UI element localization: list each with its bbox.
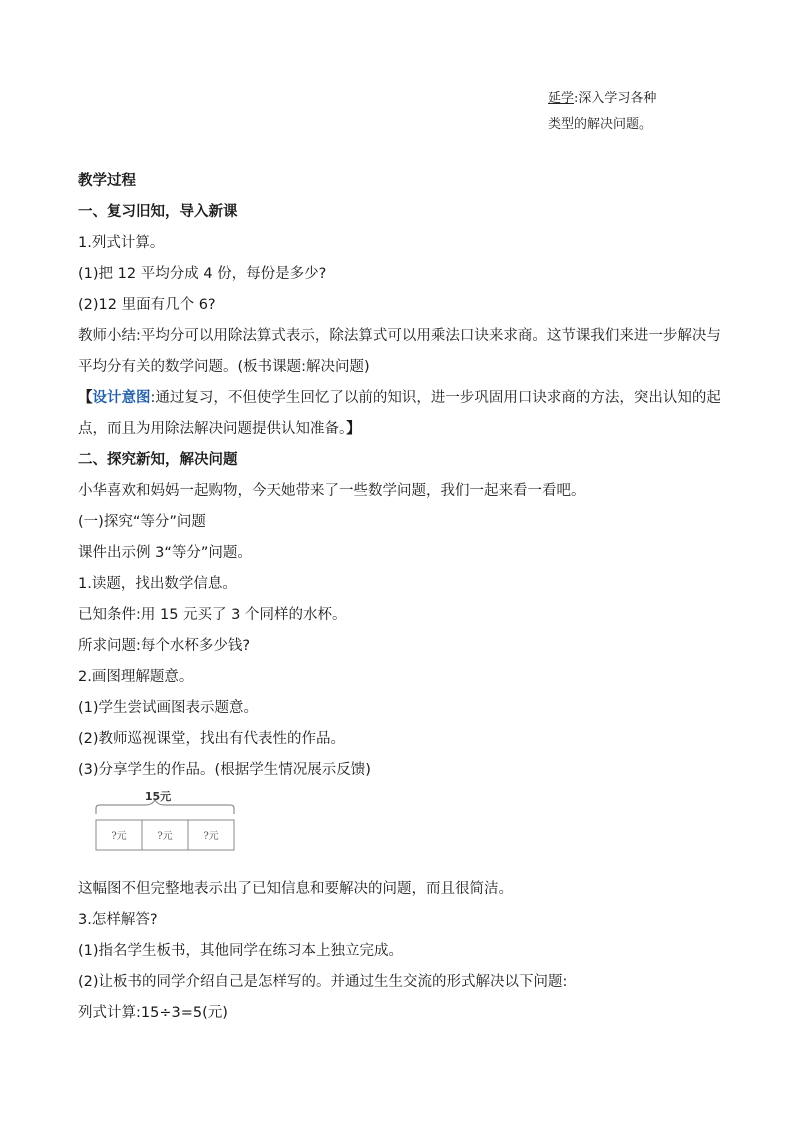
side-note-line1-text: :深入学习各种 — [574, 91, 657, 106]
design-open-bracket: 【 — [78, 390, 93, 406]
cell-label-1: ?元 — [111, 831, 127, 842]
side-note-keyword: 延学 — [548, 91, 575, 106]
part2-sub-heading: (一)探究“等分”问题 — [78, 514, 206, 530]
part1-heading: 一、复习旧知，导入新课 — [78, 204, 238, 220]
part1-item1: 1.列式计算。 — [78, 235, 165, 251]
step2-sub2: (2)教师巡视课堂，找出有代表性的作品。 — [78, 731, 346, 747]
known-conditions: 已知条件:用 15 元买了 3 个同样的水杯。 — [78, 607, 347, 623]
design-intent-label: 设计意图 — [92, 390, 151, 406]
step2-sub3: (3)分享学生的作品。(根据学生情况展示反馈) — [78, 762, 371, 778]
cell-label-3: ?元 — [203, 831, 219, 842]
part2-intro: 小华喜欢和妈妈一起购物，今天她带来了一些数学问题，我们一起来看一看吧。 — [78, 483, 586, 499]
equal-parts-diagram — [78, 790, 722, 866]
step3: 3.怎样解答? — [78, 912, 158, 928]
courseware-line: 课件出示例 3“等分”问题。 — [78, 545, 252, 561]
step2-sub1: (1)学生尝试画图表示题意。 — [78, 700, 259, 716]
total-label: 15元 — [144, 790, 172, 803]
design-intent — [78, 383, 722, 445]
document-body — [78, 166, 722, 1029]
diagram-svg — [78, 790, 248, 866]
calculation: 列式计算:15÷3=5(元) — [78, 1005, 228, 1021]
side-note — [548, 86, 656, 138]
step3-sub2: (2)让板书的同学介绍自己是怎样写的。并通过生生交流的形式解决以下问题: — [78, 974, 568, 990]
side-note-line2: 类型的解决问题。 — [548, 117, 653, 132]
diagram-comment: 这幅图不但完整地表示出了已知信息和要解决的问题，而且很简洁。 — [78, 881, 513, 897]
part1-question2: (2)12 里面有几个 6? — [78, 297, 216, 313]
step3-sub1: (1)指名学生板书，其他同学在练习本上独立完成。 — [78, 943, 404, 959]
design-intent-text: :通过复习，不但使学生回忆了以前的知识，进一步巩固用口诀求商的方法，突出认知的起点，而且为用除法解决问题提供认知准备。 — [78, 390, 721, 437]
cell-label-2: ?元 — [157, 831, 173, 842]
asked-question: 所求问题:每个水杯多少钱? — [78, 638, 251, 654]
part1-question1: (1)把 12 平均分成 4 份，每份是多少? — [78, 266, 327, 282]
section-title: 教学过程 — [78, 173, 136, 189]
design-close-bracket: 】 — [346, 421, 361, 437]
step1: 1.读题，找出数学信息。 — [78, 576, 237, 592]
step2: 2.画图理解题意。 — [78, 669, 194, 685]
teacher-summary: 教师小结:平均分可以用除法算式表示，除法算式可以用乘法口诀来求商。这节课我们来进一步解决与平均分有关的数学问题。(板书课题:解决问题) — [78, 328, 721, 375]
part2-heading: 二、探究新知，解决问题 — [78, 452, 238, 468]
side-note-line1 — [548, 86, 656, 112]
